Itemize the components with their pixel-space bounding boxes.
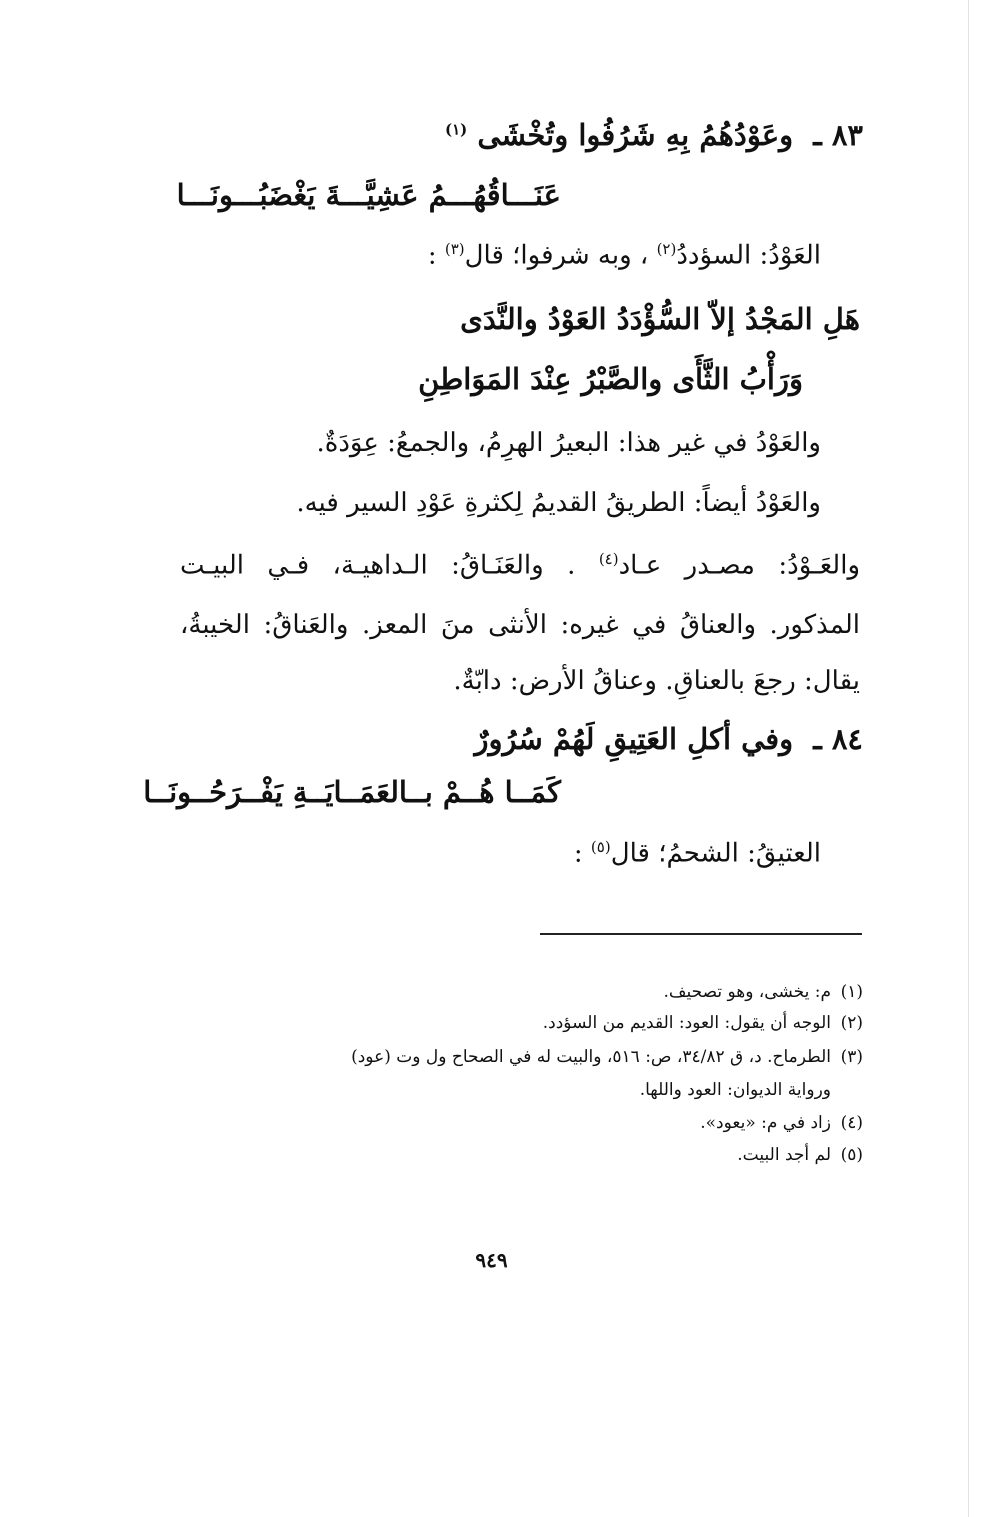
footnote-ref: (٢): [656, 240, 677, 258]
page-number: ٩٤٩: [475, 1248, 508, 1272]
paragraph-text: والعَـوْدُ: مصـدر عـاد: [618, 550, 861, 581]
footnote-number: (٢): [840, 1013, 863, 1033]
paragraph-anaq-line-1: [180, 550, 860, 581]
footnote-ref: (٣): [444, 240, 465, 258]
gloss-text: العتيقُ: الشحمُ؛ قال: [610, 838, 821, 869]
paragraph-anaq-line-3: [453, 666, 860, 696]
footnote-number: (٤): [840, 1113, 863, 1133]
hemistich-text: كَمَــا هُــمْ بــالعَمَــايَــةِ يَفْــرَحُــونَــا: [143, 775, 561, 809]
quoted-verse-text: وَرَأْبُ الثَّأَى والصَّبْرُ عِنْدَ المَوَاطِنِ: [418, 362, 803, 396]
gloss-awd: [428, 240, 821, 271]
hemistich-text: عَنَـــاقُهُـــمُ عَشِيَّـــةَ يَغْضَبُـــونَـــا: [176, 178, 561, 212]
footnote-number: (٥): [840, 1145, 863, 1165]
paragraph-text: يقال: رجعَ بالعناقِ. وعناقُ الأرض: دابّةٌ.: [453, 666, 860, 696]
footnote-5: [737, 1145, 863, 1165]
footnote-number: (١): [840, 982, 863, 1002]
verse-83-first-hemistich: [445, 118, 863, 152]
footnote-separator: [540, 933, 862, 935]
footnote-ref: (٥): [590, 838, 611, 856]
footnote-3: [351, 1047, 863, 1067]
hemistich-text: وعَوْدُهُمُ بِهِ شَرُفُوا وتُخْشَى: [477, 118, 794, 152]
footnote-2: [543, 1013, 863, 1033]
verse-number: ٨٣ ـ: [813, 118, 863, 152]
paragraph-awd-road: [296, 488, 821, 518]
footnote-ref: (١): [445, 120, 468, 139]
gloss-continuation: ، وبه شرفوا؛ قال: [464, 240, 649, 271]
gloss-text: العَوْدُ: السؤددُ: [676, 240, 821, 271]
footnote-text: ورواية الديوان: العود واللها.: [639, 1080, 831, 1100]
verse-number: ٨٤ ـ: [813, 722, 863, 756]
footnote-text: م: يخشى، وهو تصحيف.: [663, 982, 831, 1002]
paragraph-anaq-line-2: [180, 610, 860, 640]
verse-84-first-hemistich: [475, 722, 864, 756]
gloss-atiq: [574, 838, 821, 869]
footnote-number: (٣): [840, 1047, 863, 1067]
quoted-verse-line-2: [418, 362, 803, 396]
verse-83-second-hemistich: [177, 178, 561, 212]
footnote-1: [663, 982, 863, 1002]
paragraph-text: والعَوْدُ في غير هذا: البعيرُ الهرِمُ، والجمعُ: عِوَدَةٌ.: [316, 428, 821, 458]
paragraph-text: . والعَنَـاقُ: الـداهيـة، فـي البيـت: [180, 550, 576, 581]
paragraph-text: والعَوْدُ أيضاً: الطريقُ القديمُ لِكثرةِ عَوْدِ السير فيه.: [296, 488, 821, 518]
paragraph-text: المذكور. والعناقُ في غيره: الأنثى منَ المعز. والعَناقُ: الخيبةُ،: [180, 610, 860, 640]
footnote-text: الطرماح. د، ق ٣٤/٨٢، ص: ٥١٦، والبيت له في الصحاح ول وت (عود): [351, 1047, 831, 1067]
footnote-3-continuation: [640, 1080, 863, 1100]
footnote-4: [700, 1113, 863, 1133]
hemistich-text: وفي أكلِ العَتِيقِ لَهُمْ سُرُورٌ: [474, 722, 794, 756]
quoted-verse-line-1: [460, 302, 860, 336]
paragraph-awd-camel: [316, 428, 821, 458]
verse-84-second-hemistich: [143, 775, 561, 809]
footnote-text: زاد في م: «يعود».: [700, 1113, 831, 1133]
footnote-text: الوجه أن يقول: العود: القديم من السؤدد.: [542, 1013, 831, 1033]
quoted-verse-text: هَلِ المَجْدُ إلاّ السُّؤْدَدُ العَوْدُ والنَّدَى: [460, 302, 860, 336]
footnote-ref: (٤): [598, 550, 619, 568]
gloss-end: :: [573, 838, 583, 869]
scan-edge-line: [968, 0, 969, 1517]
footnote-text: لم أجد البيت.: [737, 1145, 831, 1165]
gloss-end: :: [427, 240, 437, 271]
